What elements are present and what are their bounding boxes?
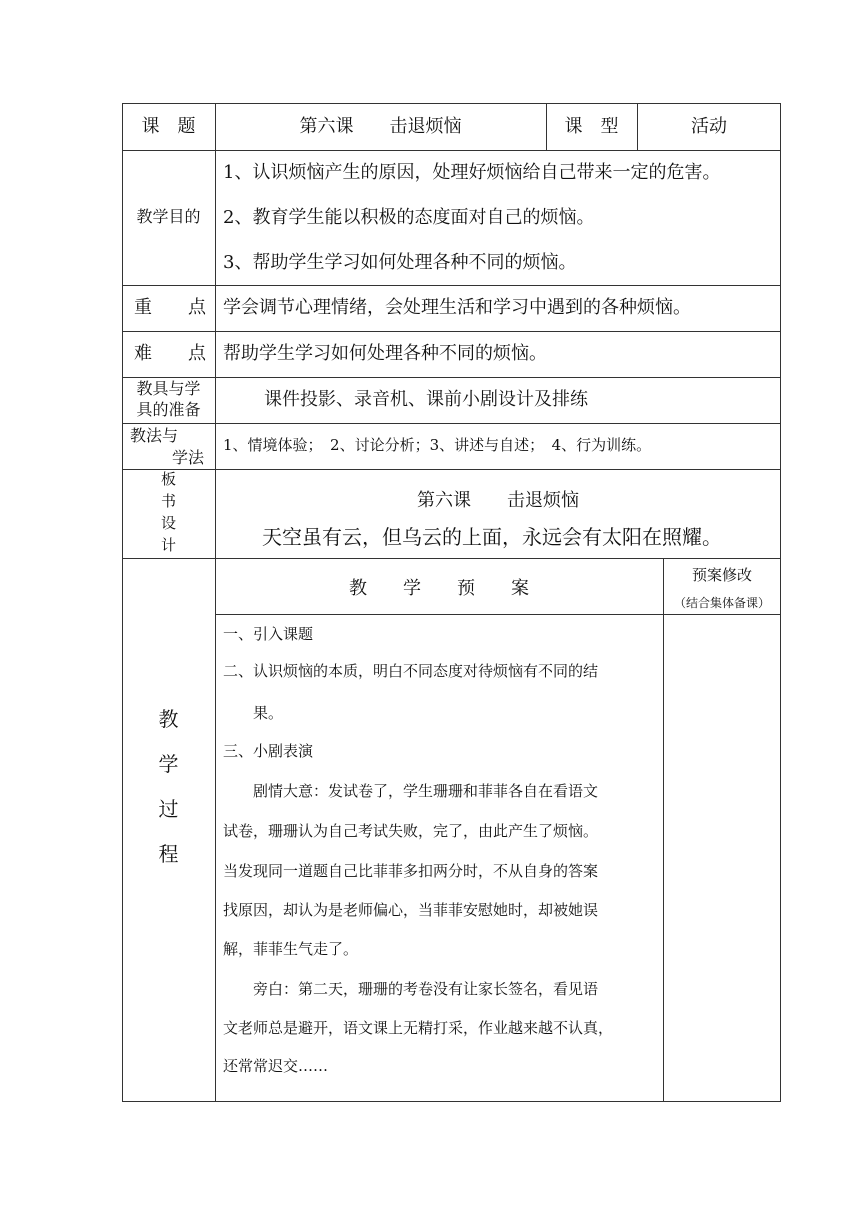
row-divider (122, 558, 781, 559)
goals-label: 教学目的 (136, 207, 201, 226)
plan-line: 文老师总是避开，语文课上无精打采，作业越来越不认真， (223, 1019, 614, 1037)
goal-item: 1、认识烦恼产生的原因，处理好烦恼给自己带来一定的危害。 (223, 162, 721, 183)
methods-label-line2: 学法 (172, 448, 205, 467)
board-label-char: 板 (160, 470, 176, 488)
process-label-char: 过 (158, 797, 179, 821)
row-divider (122, 331, 781, 332)
revision-subheader: （结合集体备课） (673, 596, 770, 610)
goal-item: 3、帮助学生学习如何处理各种不同的烦恼。 (223, 252, 577, 273)
plan-line: 二、认识烦恼的本质，明白不同态度对待烦恼有不同的结 (223, 662, 599, 680)
board-label-char: 计 (160, 536, 176, 554)
key-point-text: 学会调节心理情绪，会处理生活和学习中遇到的各种烦恼。 (223, 297, 691, 318)
topic-value: 第六课 击退烦恼 (299, 116, 462, 137)
plan-line: 旁白：第二天，珊珊的考卷没有让家长签名，看见语 (223, 980, 599, 998)
board-motto: 天空虽有云，但乌云的上面，永远会有太阳在照耀。 (262, 525, 722, 549)
type-label: 课 型 (564, 116, 619, 137)
plan-line: 试卷，珊珊认为自己考试失败，完了，由此产生了烦恼。 (223, 822, 599, 840)
row-divider (122, 377, 781, 378)
row-divider (122, 285, 781, 286)
tools-label-line2: 具的准备 (136, 400, 201, 419)
type-value: 活动 (691, 116, 727, 137)
methods-label-line1: 教法与 (130, 426, 179, 445)
plan-line: 当发现同一道题自己比菲菲多扣两分时，不从自身的答案 (223, 862, 599, 880)
row-divider (122, 469, 781, 470)
process-label-char: 程 (158, 842, 179, 866)
label-column-divider (215, 103, 216, 1102)
tools-text: 课件投影、录音机、课前小剧设计及排练 (264, 389, 588, 410)
plan-line: 果。 (223, 704, 284, 722)
topic-label: 课 题 (141, 116, 196, 137)
plan-line: 解，菲菲生气走了。 (223, 940, 359, 958)
board-label-char: 书 (160, 492, 176, 510)
methods-text: 1、情境体验； 2、讨论分析；3、讲述与自述； 4、行为训练。 (223, 436, 652, 454)
plan-line: 三、小剧表演 (223, 742, 314, 760)
difficulty-label: 难 点 (134, 343, 206, 364)
tools-label-line1: 教具与学 (136, 379, 201, 398)
plan-header: 教 学 预 案 (349, 578, 529, 599)
row-divider (122, 150, 781, 151)
difficulty-text: 帮助学生学习如何处理各种不同的烦恼。 (223, 343, 547, 364)
process-label-char: 学 (158, 752, 179, 776)
process-header-divider (215, 614, 781, 615)
goal-item: 2、教育学生能以积极的态度面对自己的烦恼。 (223, 207, 595, 228)
board-label-char: 设 (160, 514, 176, 532)
plan-line: 一、引入课题 (223, 625, 314, 643)
plan-line: 剧情大意：发试卷了，学生珊珊和菲菲各自在看语文 (223, 782, 599, 800)
plan-line: 还常常迟交…… (223, 1057, 329, 1075)
revision-header: 预案修改 (691, 566, 752, 584)
board-title: 第六课 击退烦恼 (417, 490, 579, 511)
row-divider (122, 423, 781, 424)
process-label-char: 教 (158, 707, 179, 731)
plan-line: 找原因，却认为是老师偏心，当菲菲安慰她时，却被她误 (223, 901, 599, 919)
key-point-label: 重 点 (134, 297, 206, 318)
revision-column-divider (663, 558, 664, 1102)
